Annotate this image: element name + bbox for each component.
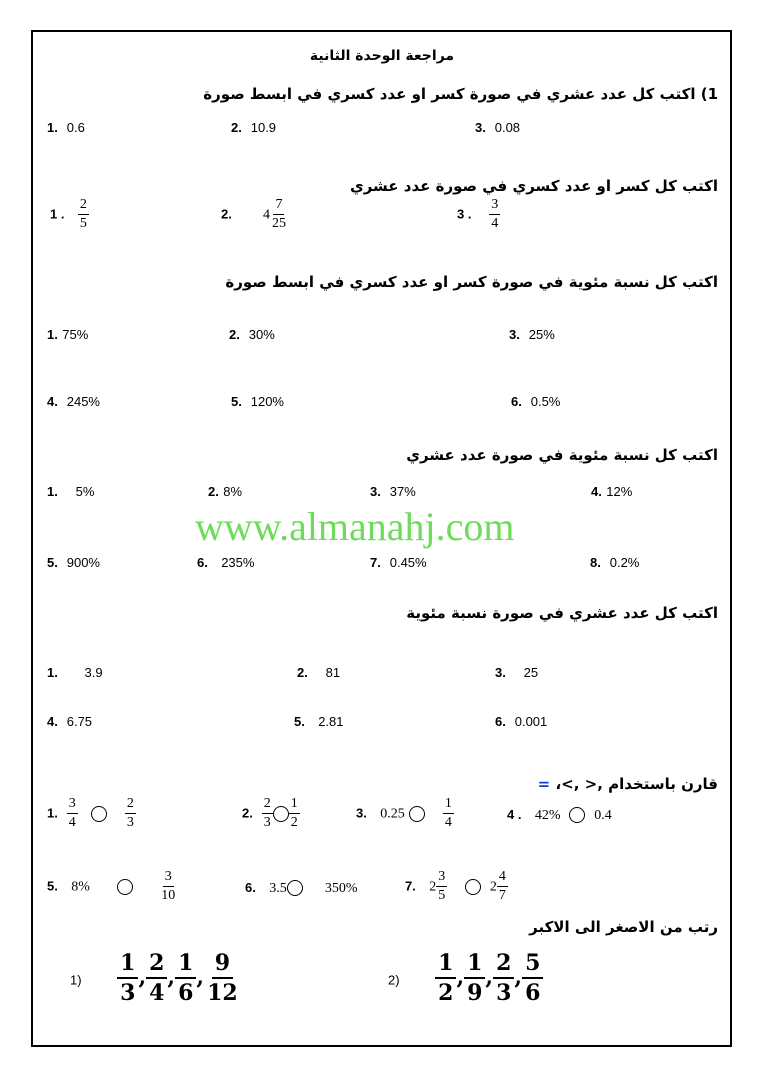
order-list-1: 1) $\frac{1}{3}$ , $\frac{2}{4}$ , $\frac{1}{6}$ , $\frac{9}{12}$ <box>70 950 238 1006</box>
section-3-heading: اكتب كل نسبة مئوية في صورة كسر او عدد كسري في ابسط صورة <box>225 273 718 291</box>
s4-item-2: 2. 8% <box>208 484 243 499</box>
s1-item-1: 1. 0.6 <box>47 120 85 135</box>
order-list-2: 2) $\frac{1}{2}$ , $\frac{1}{9}$ , $\frac{2}{3}$ , $\frac{5}{6}$ <box>388 952 543 1004</box>
s2-item-2: 2. 4 $\frac{7}{25}$ <box>221 197 286 231</box>
s6-item-6: 6. 3.5 350% <box>245 880 358 896</box>
compare-circle[interactable] <box>409 806 425 822</box>
s4-item-8: 8. 0.2% <box>590 555 640 570</box>
page-title: مراجعة الوحدة الثانية <box>309 48 455 64</box>
s6-item-2: 2. $\frac{2}{3}$ $\frac{1}{2}$ <box>242 796 298 830</box>
s1-item-2: 2. 10.9 <box>231 120 277 135</box>
s4-item-1: 1. 5% <box>47 484 95 499</box>
compare-circle[interactable] <box>287 880 303 896</box>
fraction: $\frac{2}{5}$ <box>79 197 87 231</box>
s5-item-1: 1. 3.9 <box>47 665 103 680</box>
s2-item-1: 1 . $\frac{2}{5}$ <box>50 197 87 231</box>
s5-item-2: 2. 81 <box>297 665 341 680</box>
compare-circle[interactable] <box>569 807 585 823</box>
compare-circle[interactable] <box>465 879 481 895</box>
section-5-heading: اكتب كل عدد عشري في صورة نسبة مئوية <box>406 604 718 622</box>
compare-circle[interactable] <box>273 806 289 822</box>
section-2-heading: اكتب كل كسر او عدد كسري في صورة عدد عشري <box>349 177 718 195</box>
s5-item-3: 3. 25 <box>495 665 539 680</box>
s3-item-4: 4. 245% <box>47 394 100 409</box>
s4-item-7: 7. 0.45% <box>370 555 427 570</box>
s3-item-3: 3. 25% <box>509 327 555 342</box>
s5-item-4: 4. 6.75 <box>47 714 93 729</box>
fraction: $\frac{7}{25}$ <box>271 197 286 231</box>
watermark: www.almanahj.com <box>195 504 515 549</box>
s4-item-4: 4. 12% <box>591 484 633 499</box>
section-6-heading: قارن باستخدام ,< ,>، = <box>537 775 718 793</box>
section-1-heading: 1) اكتب كل عدد عشري في صورة كسر او عدد كسري في ابسط صورة <box>203 85 718 103</box>
s3-item-2: 2. 30% <box>229 327 275 342</box>
s5-item-6: 6. 0.001 <box>495 714 548 729</box>
s6-item-3: 3. 0.25 $\frac{1}{4}$ <box>356 796 452 830</box>
s6-item-1: 1. $\frac{3}{4}$ $\frac{2}{3}$ <box>47 796 134 830</box>
s1-item-3: 3. 0.08 <box>475 120 521 135</box>
s2-item-3: 3 . $\frac{3}{4}$ <box>457 197 499 231</box>
compare-circle[interactable] <box>117 879 133 895</box>
section-7-heading: رتب من الاصغر الى الاكبر <box>529 918 718 936</box>
fraction: $\frac{3}{4}$ <box>491 197 499 231</box>
s3-item-6: 6. 0.5% <box>511 394 561 409</box>
s6-item-4: 4 . 42% 0.4 <box>507 807 612 823</box>
s6-item-5: 5. 8% $\frac{3}{10}$ <box>47 869 176 903</box>
s4-item-5: 5. 900% <box>47 555 100 570</box>
section-4-heading: اكتب كل نسبة مئوية في صورة عدد عشري <box>406 446 718 464</box>
s5-item-5: 5. 2.81 <box>294 714 344 729</box>
s3-item-5: 5. 120% <box>231 394 284 409</box>
s6-item-7: 7. 2 $\frac{3}{5}$ 2 $\frac{4}{7}$ <box>405 869 506 903</box>
s4-item-6: 6. 235% <box>197 555 255 570</box>
s4-item-3: 3. 37% <box>370 484 416 499</box>
compare-circle[interactable] <box>91 806 107 822</box>
s3-item-1: 1. 75% <box>47 327 89 342</box>
